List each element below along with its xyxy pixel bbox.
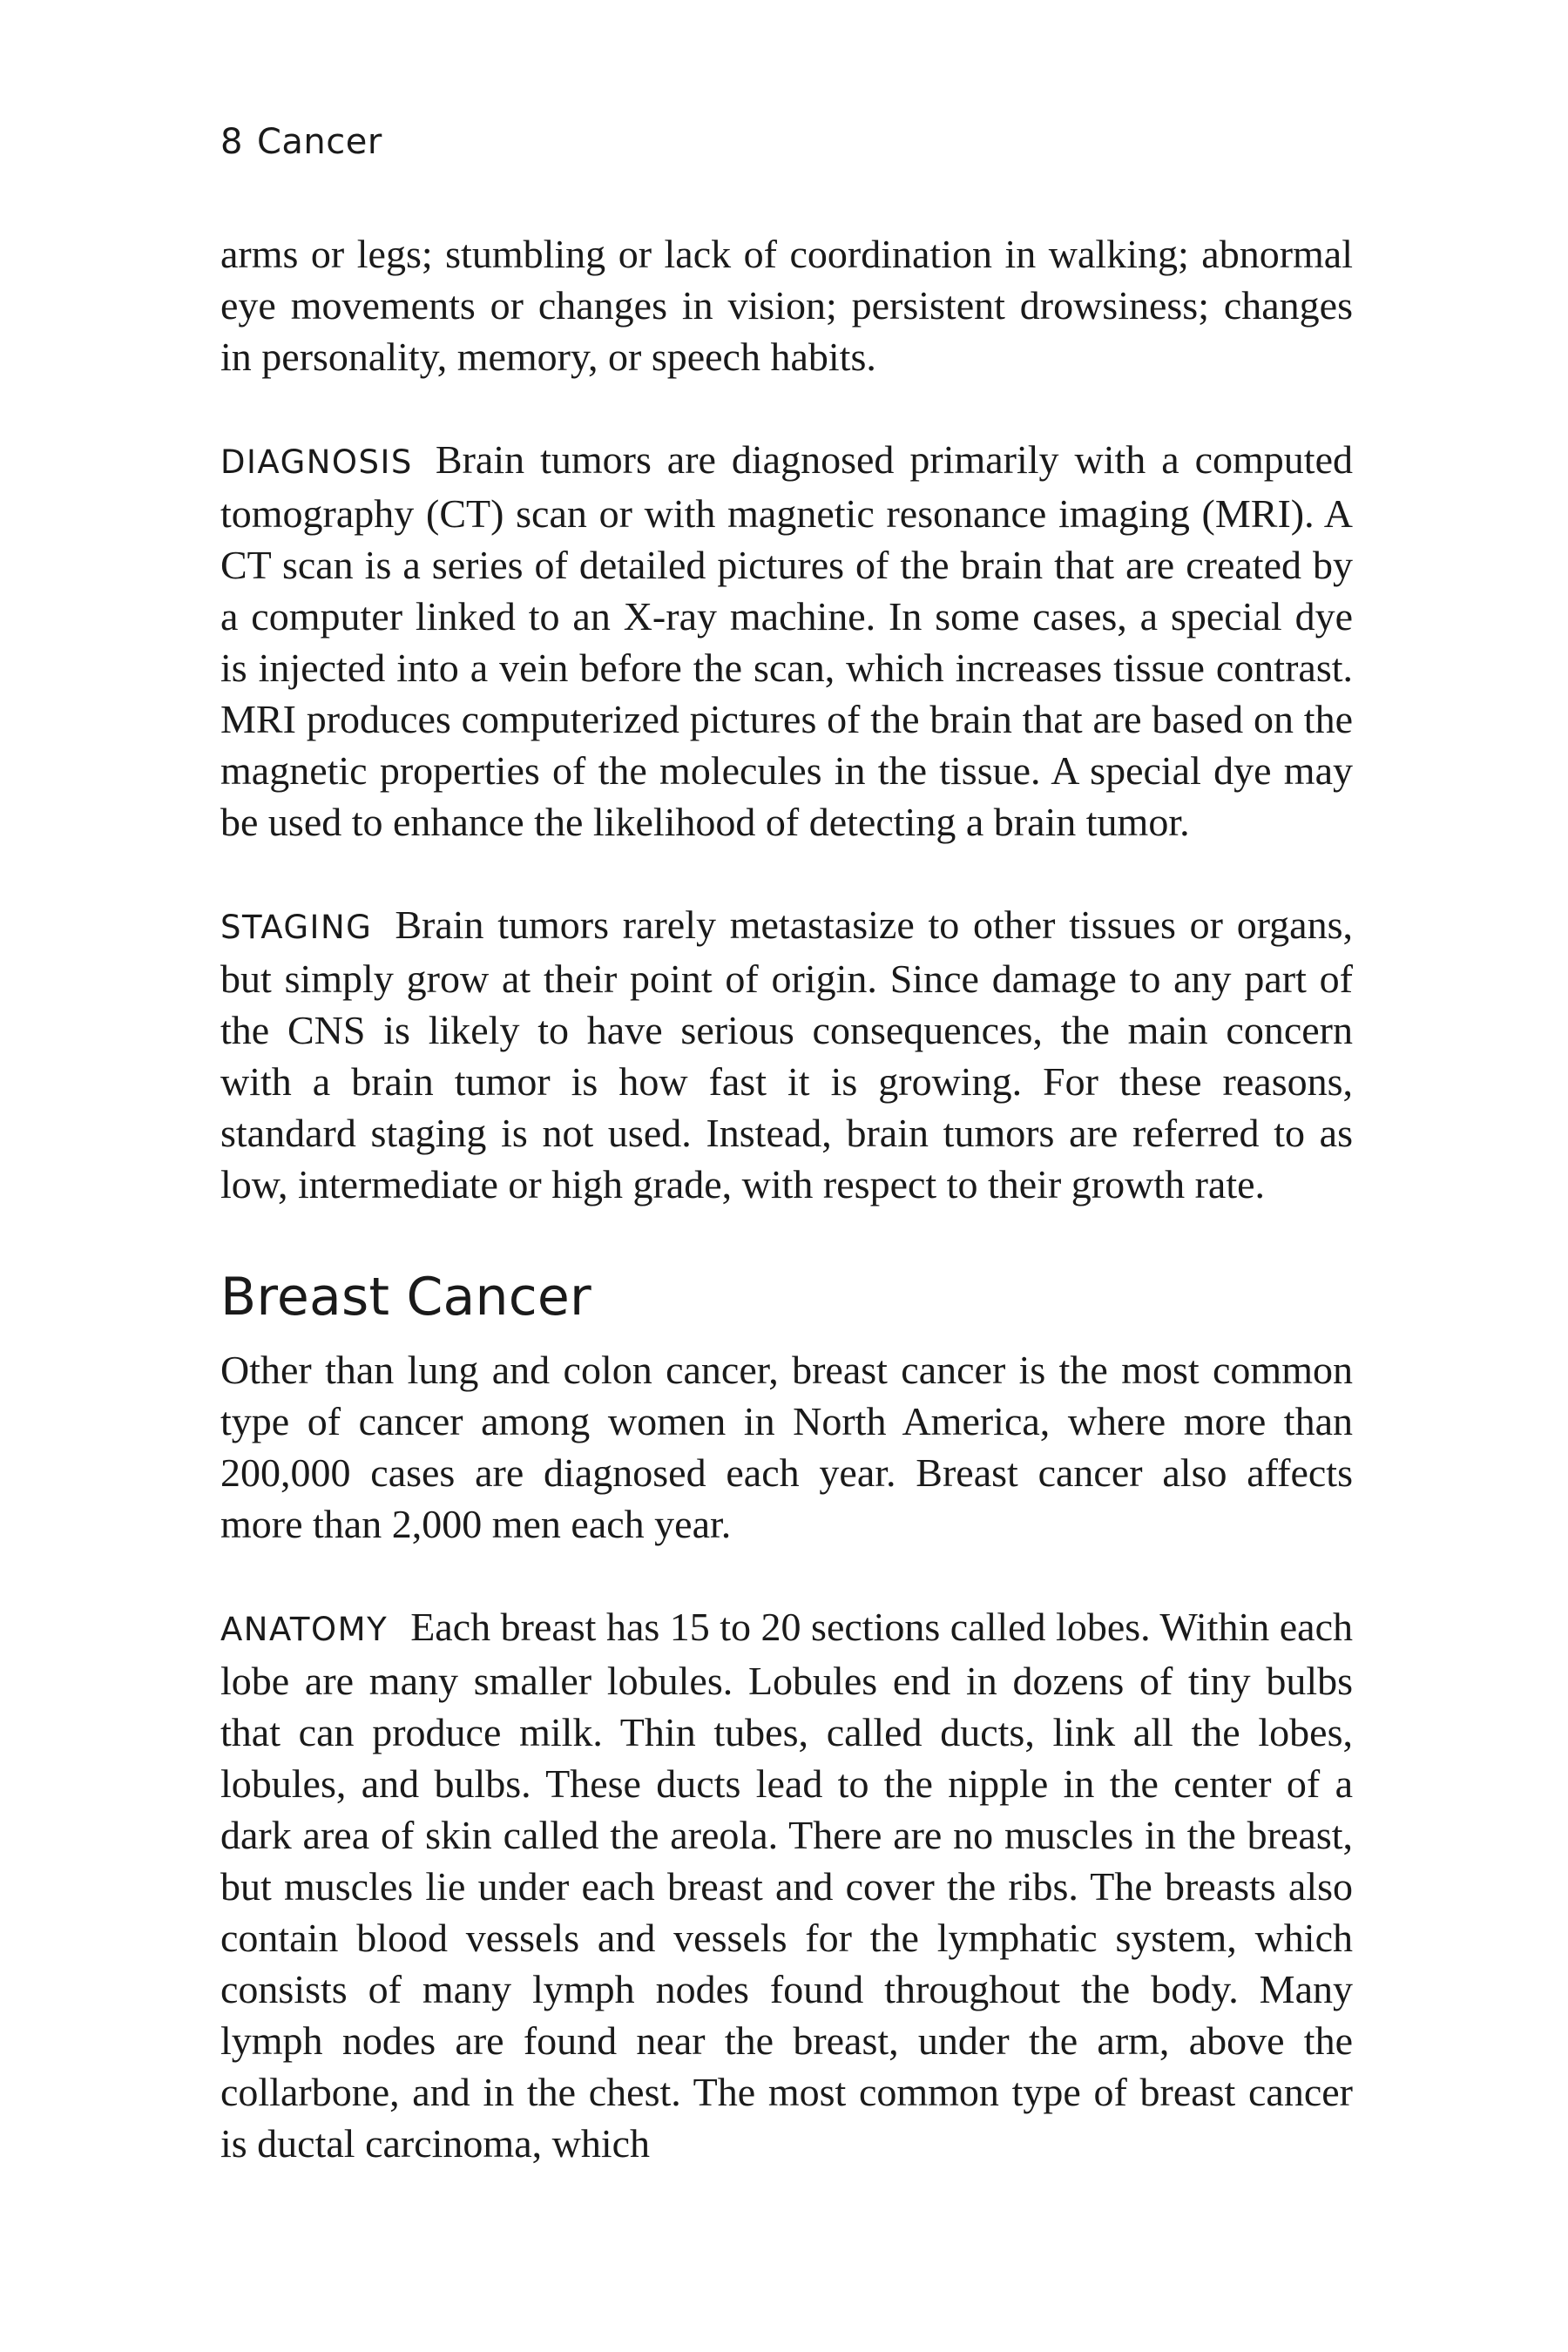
diagnosis-text: Brain tumors are diagnosed primarily with a computed tomography (CT) scan or with magnetic resonance imaging (MRI). A CT scan is a series of detailed pictures of the brain that are created by a computer linked to an X-ray machine. In some cases, a special dye is injected into a vein before the scan, which increases tissue contrast. MRI produces computerized pictures of the brain that are based on the magnetic properties of the molecules in the tissue. A special dye may be used to enhance the likelihood of detecting a brain tumor.: [220, 437, 1353, 844]
diagnosis-label: DIAGNOSIS: [220, 443, 413, 481]
running-head: [220, 122, 382, 162]
section-heading: Breast Cancer: [220, 1267, 591, 1328]
paragraph-spacer: [220, 382, 1353, 434]
anatomy-text: Each breast has 15 to 20 sections called lobes. Within each lobe are many smaller lobules. Lobules end in dozens of tiny bulbs that can produce milk. Thin tubes, called ducts, link all the lobes, lobules, and bulbs. These ducts lead to the nipple in the center of a dark area of skin called the areola. There are no muscles in the breast, but muscles lie under each breast and cover the ribs. The breasts also contain blood vessels and vessels for the lymphatic system, which consists of many lymph nodes found throughout the body. Many lymph nodes are found near the breast, under the arm, above the collarbone, and in the chest. The most common type of breast cancer is ductal carcinoma, which: [220, 1605, 1353, 2166]
anatomy-paragraph: [220, 1601, 1353, 2169]
page-number: 8: [220, 122, 243, 162]
staging-label: STAGING: [220, 909, 373, 946]
text-column: [220, 228, 1353, 2169]
paragraph-spacer: [220, 848, 1353, 899]
anatomy-label: ANATOMY: [220, 1611, 389, 1648]
chapter-title: Cancer: [256, 122, 382, 162]
diagnosis-paragraph: [220, 434, 1353, 848]
staging-text: Brain tumors rarely metastasize to other tissues or organs, but simply grow at their point of origin. Since damage to any part of the CNS is likely to have serious consequences, the main concern with a brain tumor is how fast it is growing. For these reasons, standard staging is not used. Instead, brain tumors are referred to as low, intermediate or high grade, with respect to their growth rate.: [220, 902, 1353, 1206]
paragraph-spacer: [220, 1550, 1353, 1601]
intro-paragraph: arms or legs; stumbling or lack of coordination in walking; abnormal eye movements or changes in vision; persistent drowsiness; changes in personality, memory, or speech habits.: [220, 232, 1353, 379]
staging-paragraph: [220, 899, 1353, 1210]
section-intro-paragraph: Other than lung and colon cancer, breast cancer is the most common type of cancer among women in North America, where more than 200,000 cases are diagnosed each year. Breast cancer also affects more than 2,000 men each year.: [220, 1348, 1353, 1546]
